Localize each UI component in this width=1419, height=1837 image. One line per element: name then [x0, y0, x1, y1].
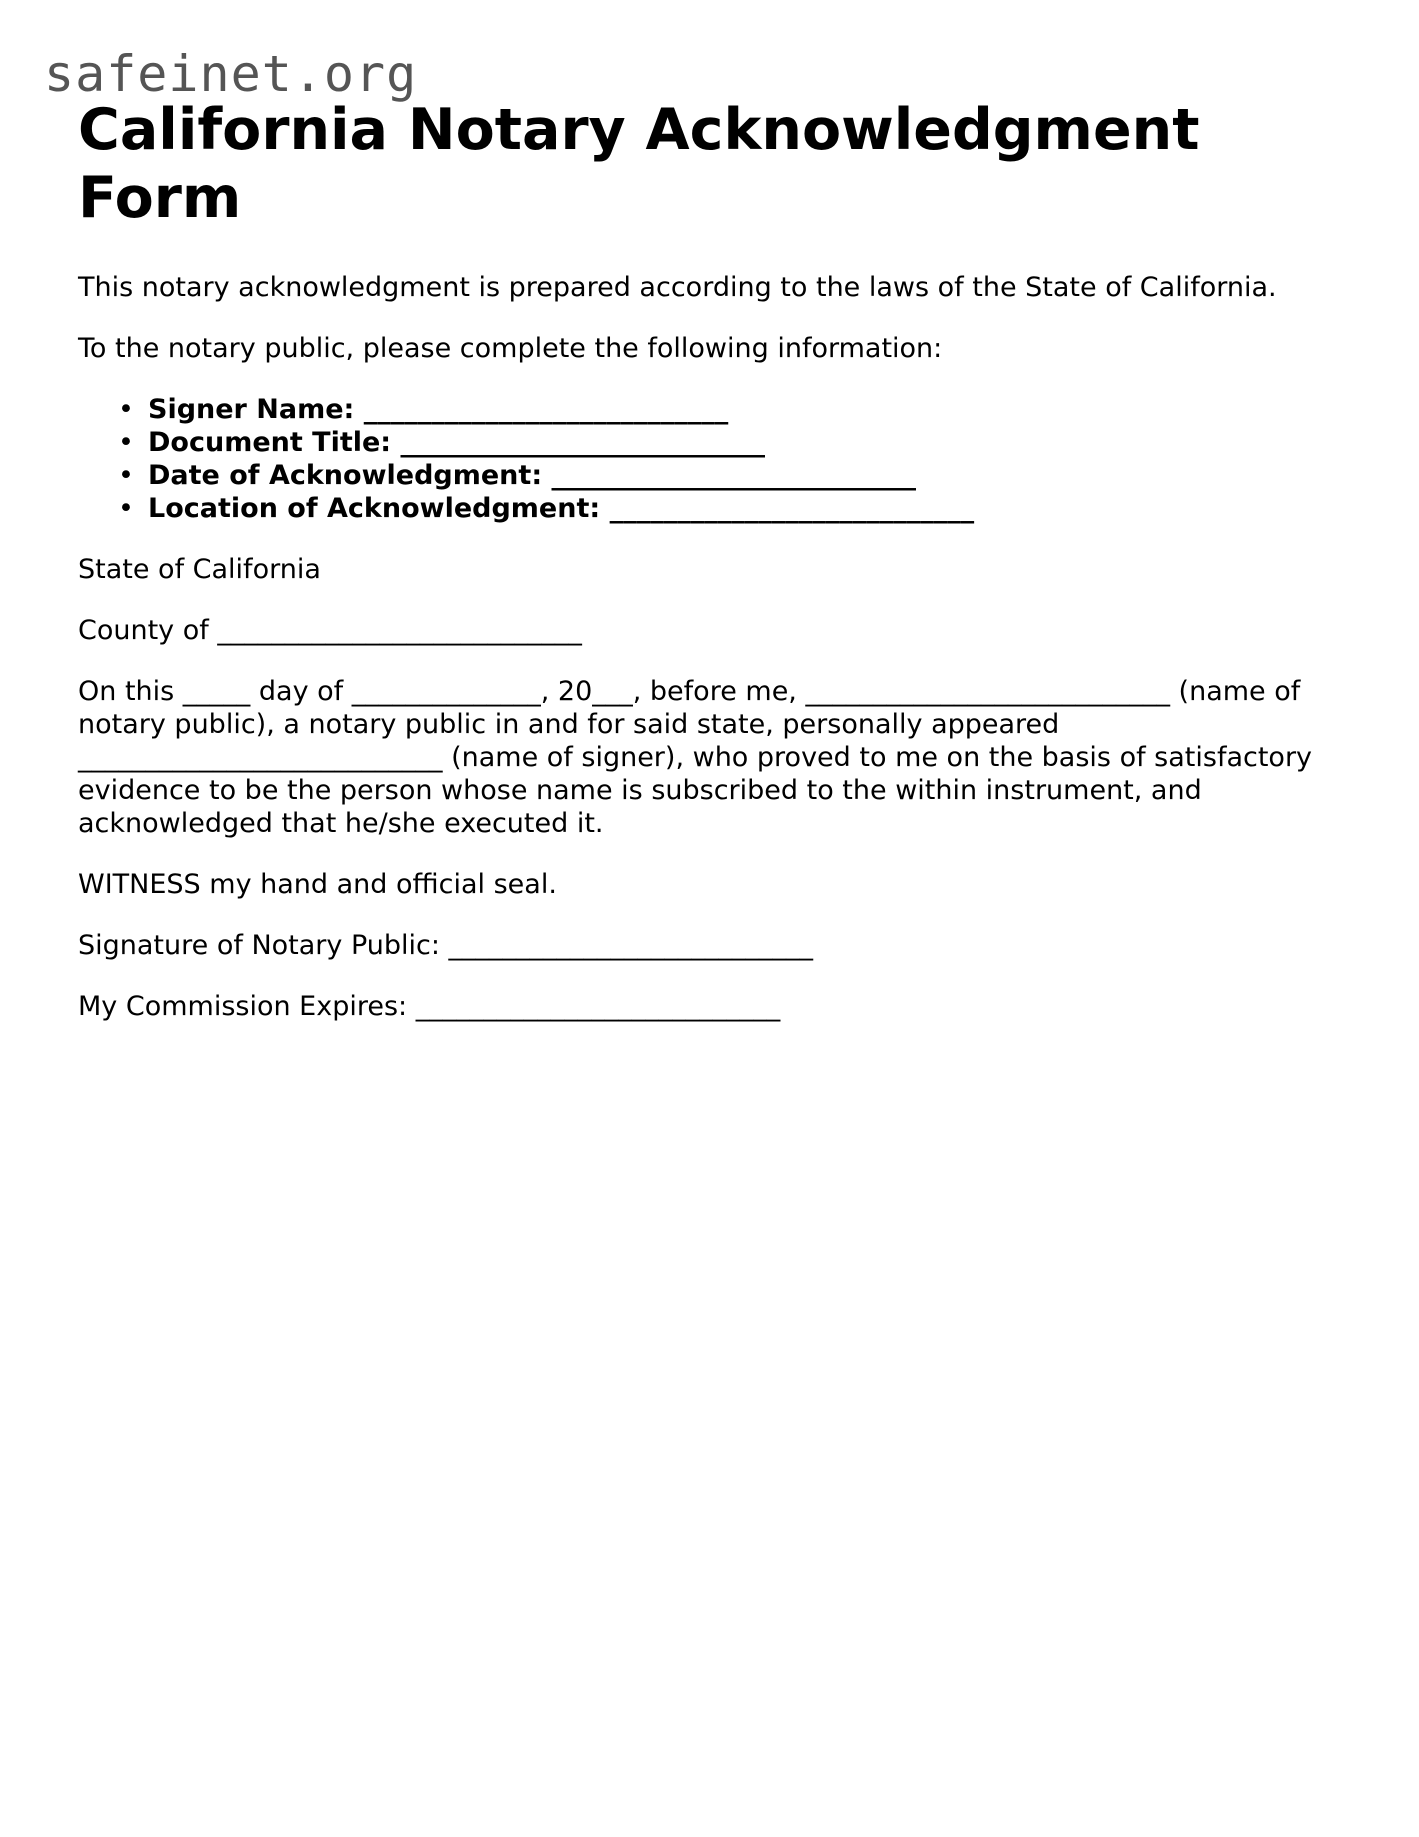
list-item: [118, 426, 1368, 459]
instruction-paragraph: To the notary public, please complete the following information:: [78, 333, 943, 364]
location-of-acknowledgment-blank[interactable]: ___________________________: [609, 493, 975, 524]
signer-name-blank[interactable]: ___________________________: [363, 394, 729, 425]
field-label: Document Title:: [148, 427, 392, 458]
bullet-icon: •: [118, 394, 134, 425]
document-title-blank[interactable]: ___________________________: [400, 427, 766, 458]
bullet-icon: •: [118, 493, 134, 524]
intro-paragraph: This notary acknowledgment is prepared according to the laws of the State of California.: [78, 272, 1277, 303]
state-line: State of California: [78, 554, 321, 585]
list-item: [118, 492, 1368, 525]
list-item: [118, 393, 1368, 426]
field-list: [78, 393, 1368, 525]
commission-expires-line: My Commission Expires: ___________________________: [78, 991, 781, 1022]
field-label: Location of Acknowledgment:: [148, 493, 601, 524]
document-page: [78, 96, 1368, 1023]
witness-line: WITNESS my hand and official seal.: [78, 869, 557, 900]
county-line: County of ___________________________: [78, 615, 582, 646]
list-item: [118, 459, 1368, 492]
watermark: safeinet.org: [44, 45, 418, 103]
date-of-acknowledgment-blank[interactable]: ___________________________: [551, 460, 917, 491]
bullet-icon: •: [118, 460, 134, 491]
bullet-icon: •: [118, 427, 134, 458]
field-label: Signer Name:: [148, 394, 355, 425]
acknowledgment-paragraph: On this _____ day of ______________, 20___, before me, ___________________________ (name of notary public), a notary public in and for said state, personally appeared ___________________________ (name of signer), who proved to me on the basis of satisfactory evidence to be the person whose name is subscribed to the within instrument, and acknowledged that he/she executed it.: [78, 676, 1313, 839]
notary-signature-line: Signature of Notary Public: ___________________________: [78, 930, 814, 961]
page-title: California Notary Acknowledgment Form: [78, 97, 1200, 231]
field-label: Date of Acknowledgment:: [148, 460, 543, 491]
